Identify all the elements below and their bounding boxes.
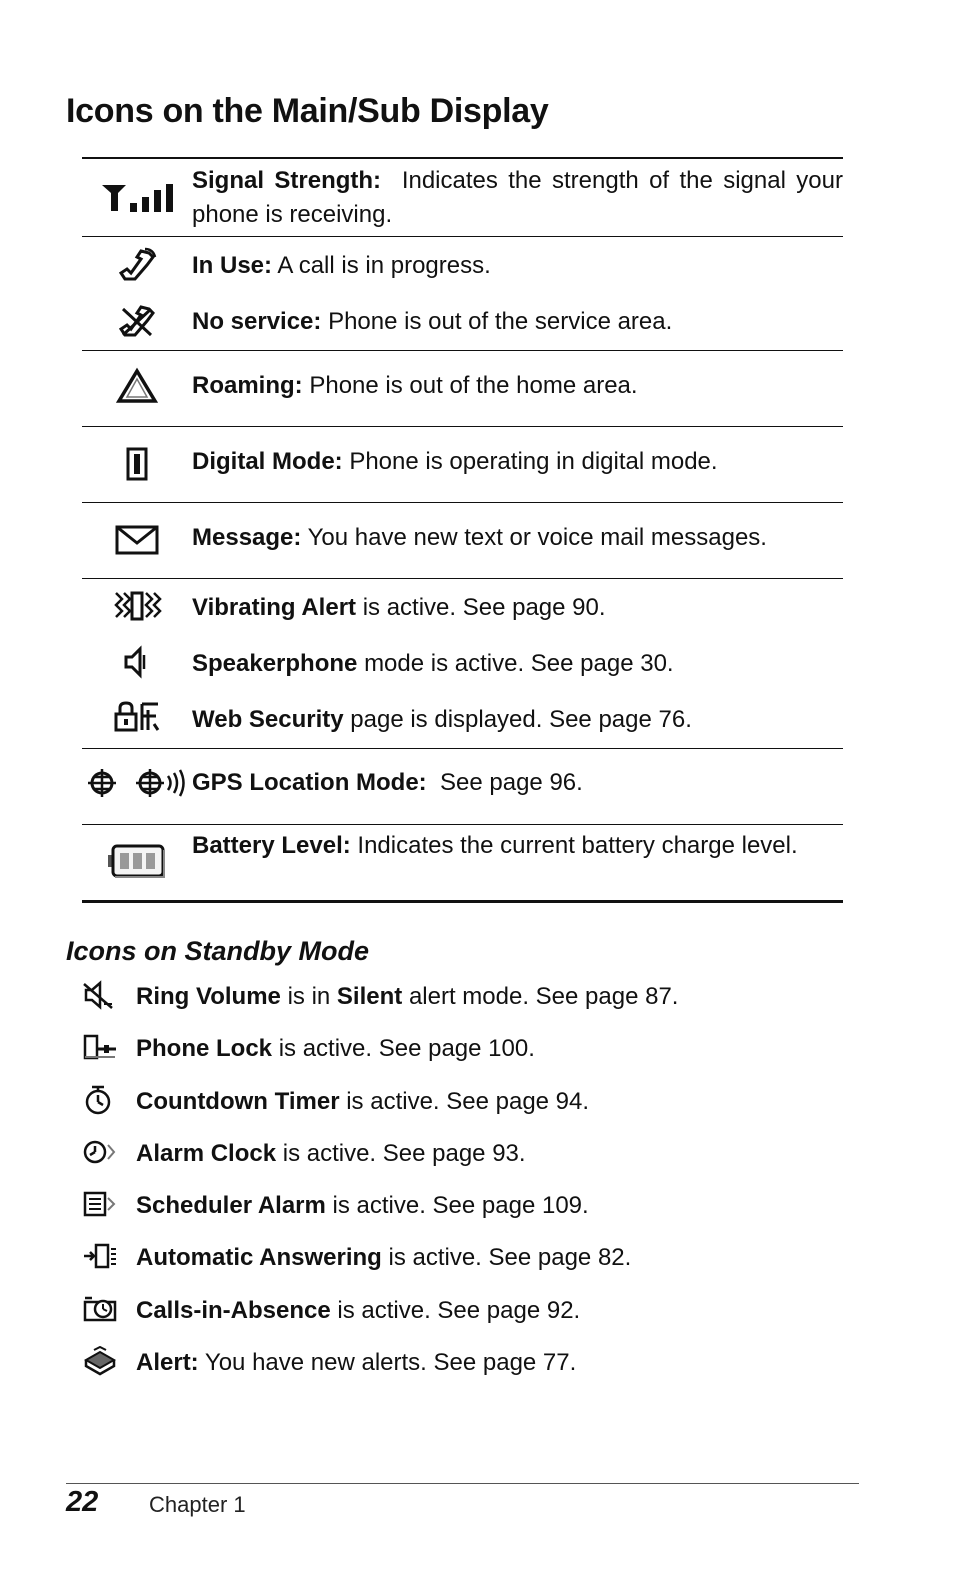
list-item	[82, 1030, 862, 1082]
automatic-answering-icon	[82, 1239, 136, 1273]
list-item	[82, 1083, 862, 1135]
item-label: Phone Lock	[136, 1035, 273, 1063]
item-label: Silent	[336, 983, 403, 1010]
countdown-timer-icon	[82, 1083, 136, 1117]
no-service-icon	[82, 303, 192, 339]
row-label: Message:	[192, 524, 302, 551]
item-label: Alert:	[136, 1349, 199, 1377]
item-label: Scheduler Alarm	[136, 1192, 326, 1220]
table-row	[82, 503, 843, 579]
row-label: Roaming:	[192, 372, 303, 399]
item-text: is active. See page 92.	[337, 1296, 581, 1324]
roaming-icon	[82, 367, 192, 405]
in-use-icon	[82, 247, 192, 283]
row-label: Signal Strength:	[192, 167, 382, 194]
row-label: GPS Location Mode:	[192, 769, 427, 796]
row-label: Web Security	[192, 706, 344, 733]
table-row	[82, 825, 843, 900]
row-text: Phone is out of the home area.	[309, 372, 638, 399]
item-label: Ring Volume	[136, 983, 281, 1010]
row-text: page is displayed. See page 76.	[350, 706, 692, 733]
table-row	[82, 159, 843, 237]
chapter-label: Chapter 1	[149, 1492, 246, 1517]
battery-level-icon	[82, 841, 192, 881]
page-number: 22	[66, 1486, 99, 1518]
list-item	[82, 978, 862, 1030]
row-label: Vibrating Alert	[192, 594, 357, 621]
list-item	[82, 1344, 862, 1396]
row-text: You have new text or voice mail messages.	[307, 524, 767, 551]
item-text: is active. See page 82.	[388, 1244, 632, 1272]
row-label: No service:	[192, 308, 322, 335]
item-text: You have new alerts. See page 77.	[204, 1349, 577, 1377]
item-text: is active. See page 93.	[282, 1139, 526, 1167]
row-label: Battery Level:	[192, 832, 351, 859]
table-row	[82, 237, 843, 351]
row-text: See page 96.	[440, 769, 583, 796]
item-text: is in	[287, 983, 331, 1010]
row-text: is active. See page 90.	[362, 594, 606, 621]
item-text: is active. See page 109.	[332, 1192, 589, 1220]
message-icon	[82, 524, 192, 556]
row-text: Indicates the strength of the signal your phone is receiving.	[192, 167, 843, 228]
item-text: alert mode. See page 87.	[408, 983, 679, 1010]
list-item	[82, 1187, 862, 1239]
list-item	[82, 1239, 862, 1291]
scheduler-alarm-icon	[82, 1187, 136, 1221]
speakerphone-icon	[82, 645, 192, 679]
list-item	[82, 1135, 862, 1187]
table-row	[82, 749, 843, 825]
page-title: Icons on the Main/Sub Display	[66, 92, 549, 130]
table-row	[82, 351, 843, 427]
alarm-clock-icon	[82, 1135, 136, 1169]
row-text: Phone is operating in digital mode.	[349, 448, 718, 475]
digital-mode-icon	[82, 446, 192, 482]
row-text: mode is active. See page 30.	[364, 650, 674, 677]
row-text: Indicates the current battery charge level.	[357, 832, 798, 859]
web-security-icon	[82, 700, 192, 734]
alert-icon	[82, 1344, 136, 1378]
calls-in-absence-icon	[82, 1292, 136, 1326]
footer-divider	[66, 1483, 859, 1484]
item-label: Calls-in-Absence	[136, 1296, 331, 1324]
row-label: In Use:	[192, 252, 273, 279]
item-text: is active. See page 100.	[278, 1035, 535, 1063]
table-row	[82, 579, 843, 749]
list-item	[82, 1292, 862, 1344]
row-label: Speakerphone	[192, 650, 358, 677]
item-label: Countdown Timer	[136, 1087, 340, 1115]
row-text: Phone is out of the service area.	[328, 308, 673, 335]
section-title: Icons on Standby Mode	[66, 936, 370, 966]
table-row	[82, 427, 843, 503]
standby-icon-list	[82, 978, 862, 1396]
phone-lock-icon	[82, 1030, 136, 1064]
signal-strength-icon	[82, 181, 192, 215]
main-display-icon-table	[82, 157, 843, 903]
item-label: Automatic Answering	[136, 1244, 382, 1272]
row-text: A call is in progress.	[277, 252, 491, 279]
vibrating-alert-icon	[82, 589, 192, 623]
ring-silent-icon	[82, 978, 136, 1012]
row-label: Digital Mode:	[192, 448, 343, 475]
item-label: Alarm Clock	[136, 1139, 277, 1167]
gps-location-icon	[82, 766, 192, 800]
item-text: is active. See page 94.	[346, 1087, 590, 1115]
